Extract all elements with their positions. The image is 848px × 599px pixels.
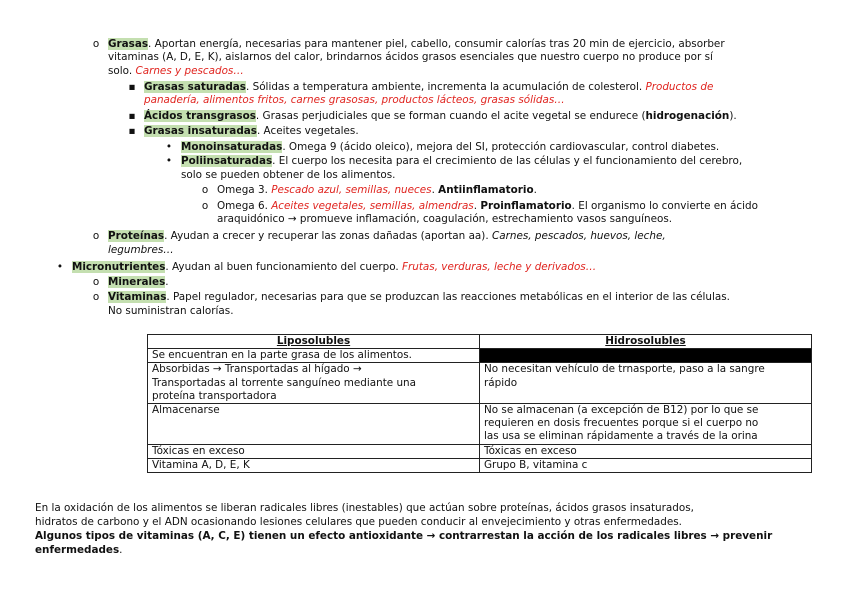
table-cell: Absorbidas → Transportadas al hígado → Transportadas al torrente sanguíneo mediante una proteína transportadora [148, 363, 480, 404]
footer-line-2: hidratos de carbono y el ADN ocasionando lesiones celulares que pueden conducir al envejecimiento y otras enfermedades. [35, 516, 682, 528]
table-row [148, 349, 812, 363]
grasas-line-2: vitaminas (A, D, E, K), aislarnos del calor, brindarnos ácidos grasos esenciales que nuestro cuerpo no produce por sí [108, 51, 713, 63]
bullet-square: ▪ [128, 110, 136, 122]
saturadas-line-2: panadería, alimentos fritos, carnes grasosas, productos lácteos, grasas sólidas… [144, 94, 565, 106]
table-cell: No necesitan vehículo de trnasporte, paso a la sangre rápido [480, 363, 812, 404]
bullet-circle: o [92, 38, 100, 50]
header-liposolubles: Liposolubles [148, 335, 480, 349]
grasas-line-1: Grasas. Aportan energía, necesarias para mantener piel, cabello, consumir calorías tras 20 min de ejercicio, absorber [108, 38, 725, 50]
proteinas-line-2: legumbres… [108, 244, 174, 256]
trans-line: Ácidos transgrasos. Grasas perjudiciales que se forman cuando el acite vegetal se endurece (hidrogenación). [144, 110, 737, 122]
table-row [148, 444, 812, 458]
bullet-circle: o [201, 200, 209, 212]
table-cell: Grupo B, vitamina c [480, 458, 812, 472]
footer-line-3: Algunos tipos de vitaminas (A, C, E) tienen un efecto antioxidante → contrarrestan la acción de los radicales libres → prevenir [35, 530, 773, 542]
table-header-row [148, 335, 812, 349]
proteinas-line-1: Proteínas. Ayudan a crecer y recuperar las zonas dañadas (aportan aa). Carnes, pescados, huevos, leche, [108, 230, 666, 242]
table-cell: No se almacenan (a excepción de B12) por lo que se requieren en dosis frecuentes porque si el cuerpo no las usa se eliminan rápidamente a través de la orina [480, 404, 812, 445]
mono-line: Monoinsaturadas. Omega 9 (ácido oleico), mejora del SI, protección cardiovascular, control diabetes. [181, 141, 720, 153]
table-row [148, 363, 812, 404]
omega6-line-2: araquidónico → promueve inflamación, coagulación, estrechamiento vasos sanguíneos. [217, 213, 673, 225]
vitamins-table [147, 334, 812, 473]
table-cell: Tóxicas en exceso [480, 444, 812, 458]
table-row [148, 404, 812, 445]
footer-line-4: enfermedades. [35, 544, 123, 556]
poli-line-2: solo se pueden obtener de los alimentos. [181, 169, 396, 181]
grasas-line-3: solo. Carnes y pescados… [108, 65, 244, 77]
bullet-dot: • [56, 261, 64, 273]
bullet-dot: • [165, 141, 173, 153]
micronutrientes-line: Micronutrientes. Ayudan al buen funcionamiento del cuerpo. Frutas, verduras, leche y derivados… [72, 261, 597, 273]
bullet-square: ▪ [128, 125, 136, 137]
table-cell: Tóxicas en exceso [148, 444, 480, 458]
bullet-circle: o [92, 291, 100, 303]
saturadas-line-1: Grasas saturadas. Sólidas a temperatura ambiente, incrementa la acumulación de colesterol. Productos de [144, 81, 714, 93]
minerales-line: Minerales. [108, 276, 169, 288]
poli-line-1: Poliinsaturadas. El cuerpo los necesita para el crecimiento de las células y el funcionamiento del cerebro, [181, 155, 743, 167]
bullet-circle: o [92, 230, 100, 242]
omega3-line: Omega 3. Pescado azul, semillas, nueces. Antiinflamatorio. [217, 184, 537, 196]
grasas-title: Grasas [108, 38, 149, 50]
table-cell: Vitamina A, D, E, K [148, 458, 480, 472]
vitaminas-line-2: No suministran calorías. [108, 305, 234, 317]
footer-line-1: En la oxidación de los alimentos se liberan radicales libres (inestables) que actúan sobre proteínas, ácidos grasos insaturados, [35, 502, 694, 514]
bullet-dot: • [165, 155, 173, 167]
table-cell: Se encuentran en la parte grasa de los alimentos. [148, 349, 480, 363]
bullet-circle: o [92, 276, 100, 288]
insaturadas-line: Grasas insaturadas. Aceites vegetales. [144, 125, 359, 137]
omega6-line-1: Omega 6. Aceites vegetales, semillas, almendras. Proinflamatorio. El organismo lo convierte en ácido [217, 200, 758, 212]
table-cell-black [480, 349, 812, 363]
bullet-square: ▪ [128, 81, 136, 93]
table-cell: Almacenarse [148, 404, 480, 445]
table-row [148, 458, 812, 472]
header-hidrosolubles: Hidrosolubles [480, 335, 812, 349]
bullet-circle: o [201, 184, 209, 196]
vitaminas-line-1: Vitaminas. Papel regulador, necesarias para que se produzcan las reacciones metabólicas en el interior de las células. [108, 291, 730, 303]
